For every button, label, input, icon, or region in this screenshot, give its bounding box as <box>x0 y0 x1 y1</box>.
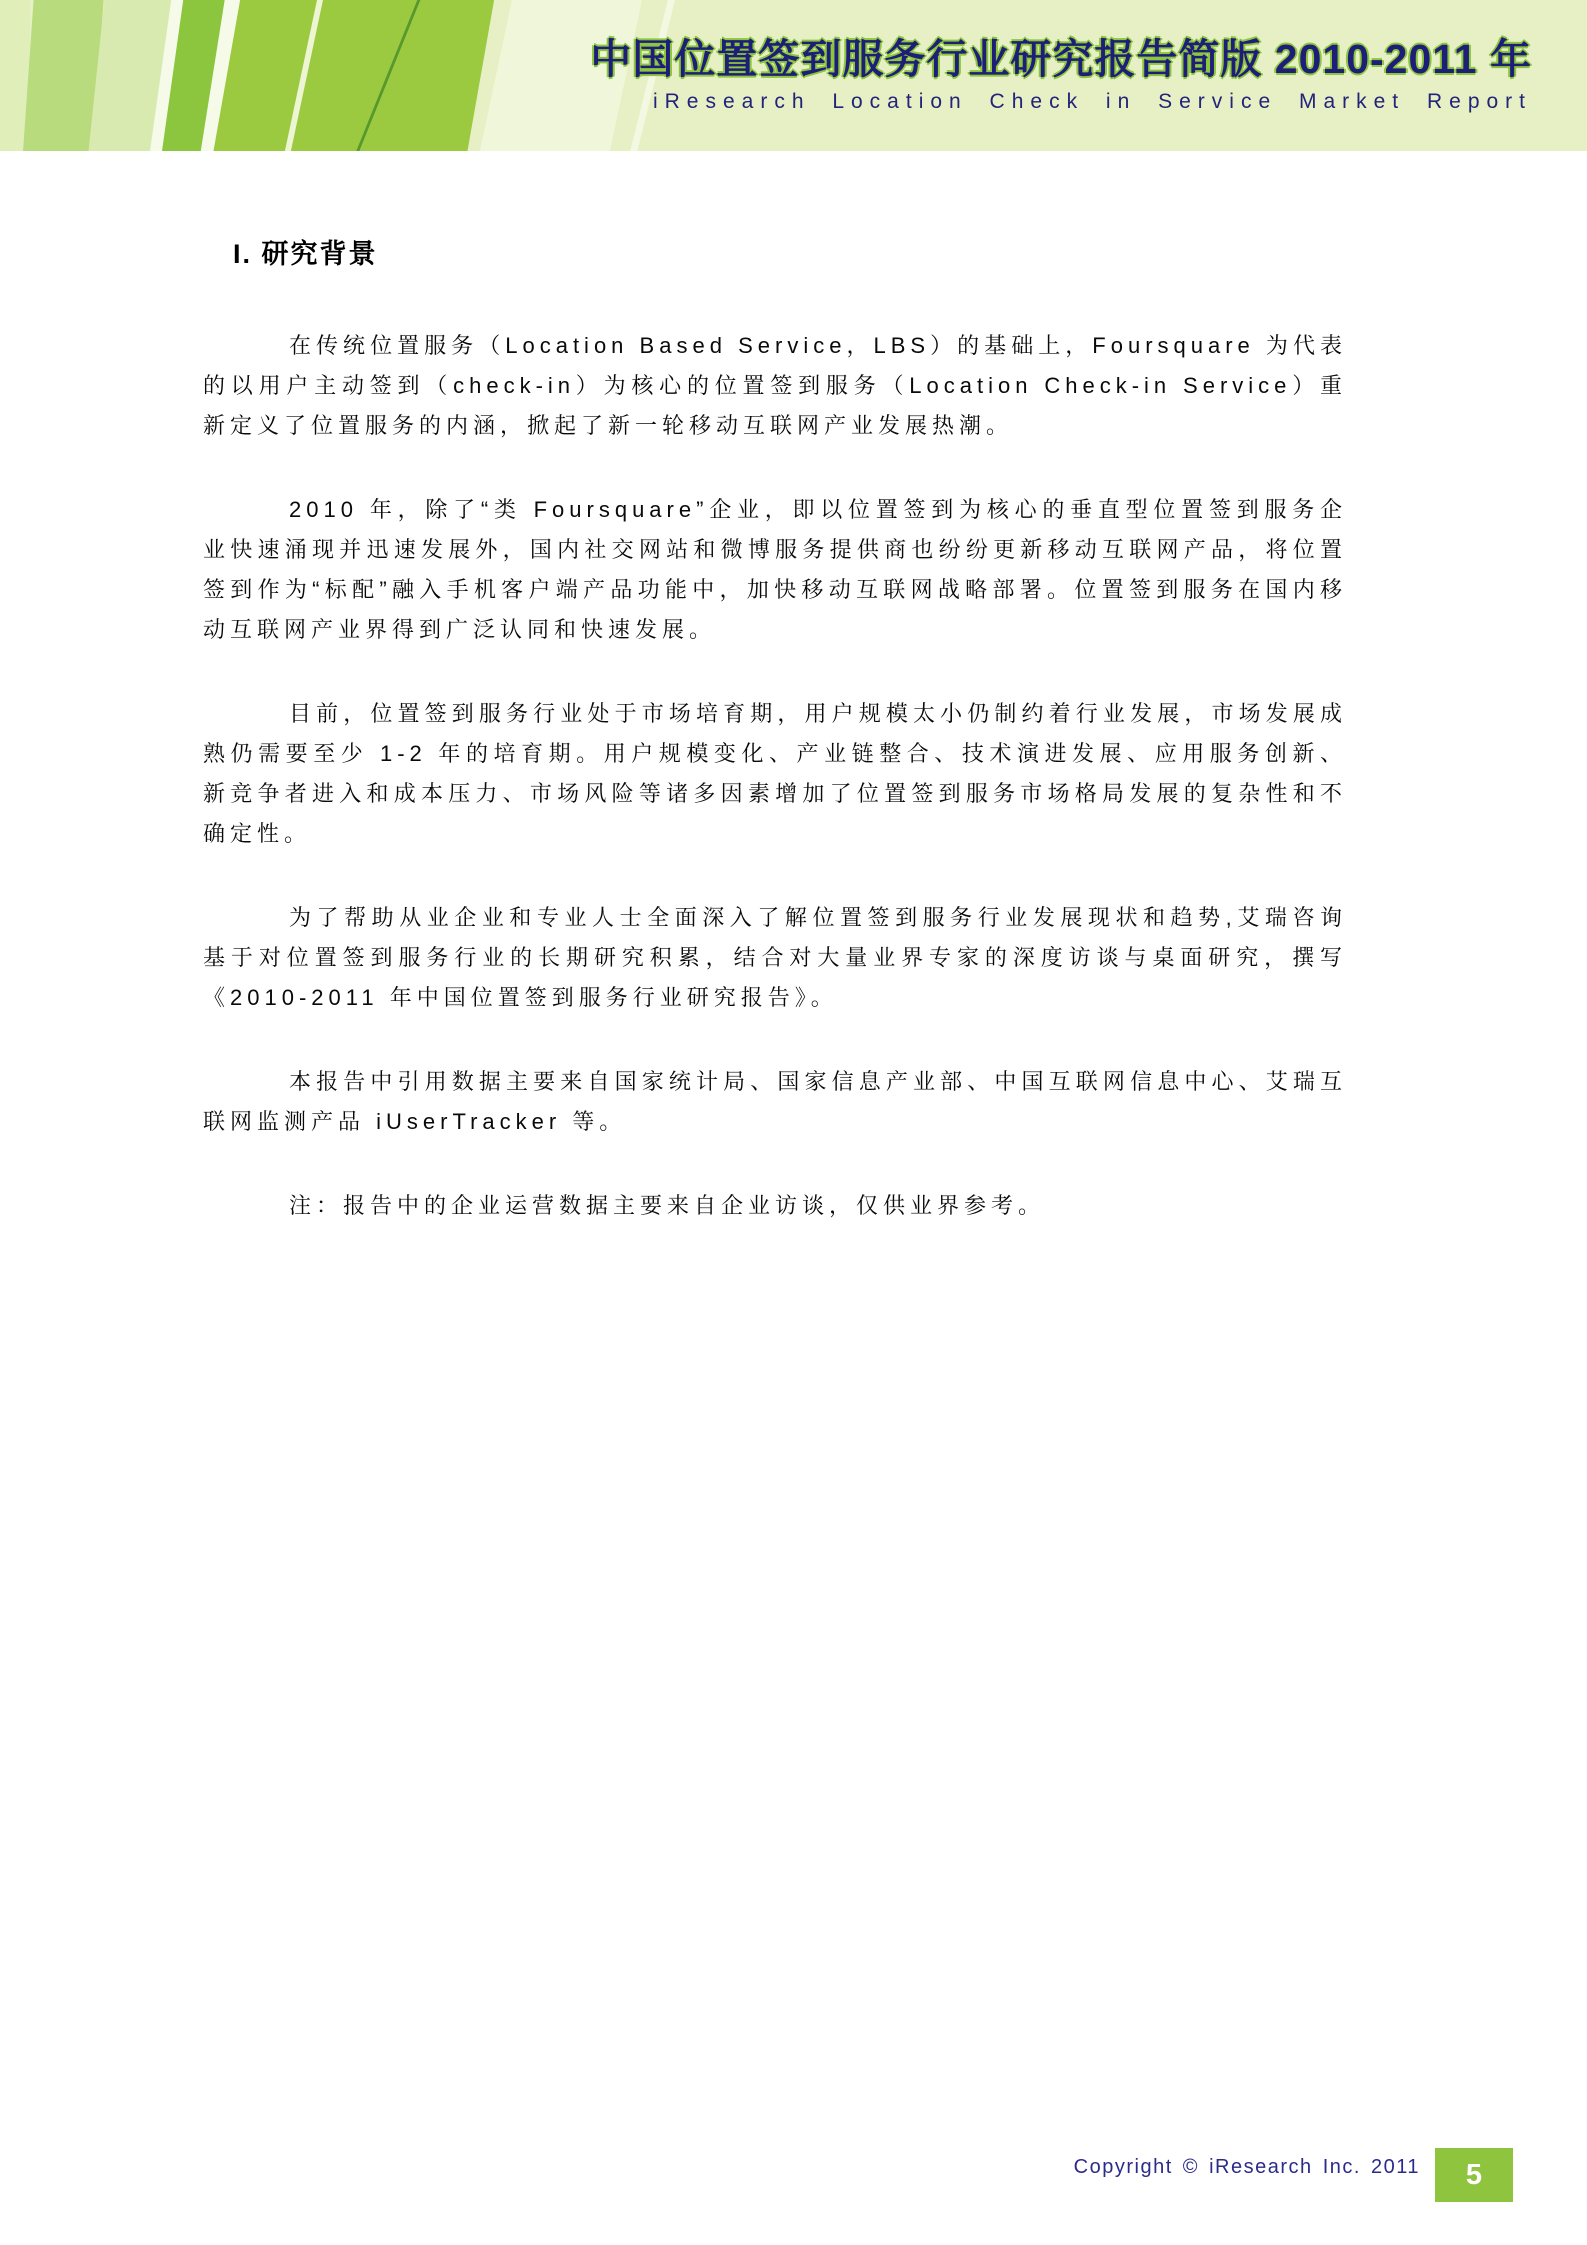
body-paragraph: 为了帮助从业企业和专业人士全面深入了解位置签到服务行业发展现状和趋势,艾瑞咨询基于对位置签到服务行业的长期研究积累，结合对大量业界专家的深度访谈与桌面研究，撰写《2010-2011 年中国位置签到服务行业研究报告》。 <box>203 905 1347 1010</box>
report-subtitle: iResearch Location Check in Service Market Report <box>652 90 1532 113</box>
body-paragraph: 目前，位置签到服务行业处于市场培育期，用户规模太小仍制约着行业发展，市场发展成熟仍需要至少 1-2 年的培育期。用户规模变化、产业链整合、技术演进发展、应用服务创新、新竞争者进入和成本压力、市场风险等诸多因素增加了位置签到服务市场格局发展的复杂性和不确定性。 <box>203 701 1347 846</box>
footer-copyright: Copyright © iResearch Inc. 2011 <box>1073 2156 1420 2178</box>
body-paragraph: 2010 年，除了“类 Foursquare”企业，即以位置签到为核心的垂直型位置签到服务企业快速涌现并迅速发展外，国内社交网站和微博服务提供商也纷纷更新移动互联网产品，将位置签到作为“标配”融入手机客户端产品功能中，加快移动互联网战略部署。位置签到服务在国内移动互联网产业界得到广泛认同和快速发展。 <box>203 497 1347 642</box>
header-banner <box>0 0 1587 151</box>
header-text-block <box>532 36 1532 114</box>
body-paragraph: 在传统位置服务（Location Based Service，LBS）的基础上，Foursquare 为代表的以用户主动签到（check-in）为核心的位置签到服务（Location Check-in Service）重新定义了位置服务的内涵，掀起了新一轮移动互联网产业发展热潮。 <box>203 333 1347 438</box>
header-stripe <box>208 0 497 151</box>
body-note: 注：报告中的企业运营数据主要来自企业访谈，仅供业界参考。 <box>289 1193 1046 1218</box>
document-body <box>203 238 1347 1270</box>
page-number-badge: 5 <box>1435 2148 1513 2202</box>
report-title: 中国位置签到服务行业研究报告简版 2010-2011 年 <box>590 36 1532 82</box>
section-heading: I. 研究背景 <box>233 239 378 269</box>
body-paragraph: 本报告中引用数据主要来自国家统计局、国家信息产业部、中国互联网信息中心、艾瑞互联网监测产品 iUserTracker 等。 <box>203 1069 1347 1134</box>
